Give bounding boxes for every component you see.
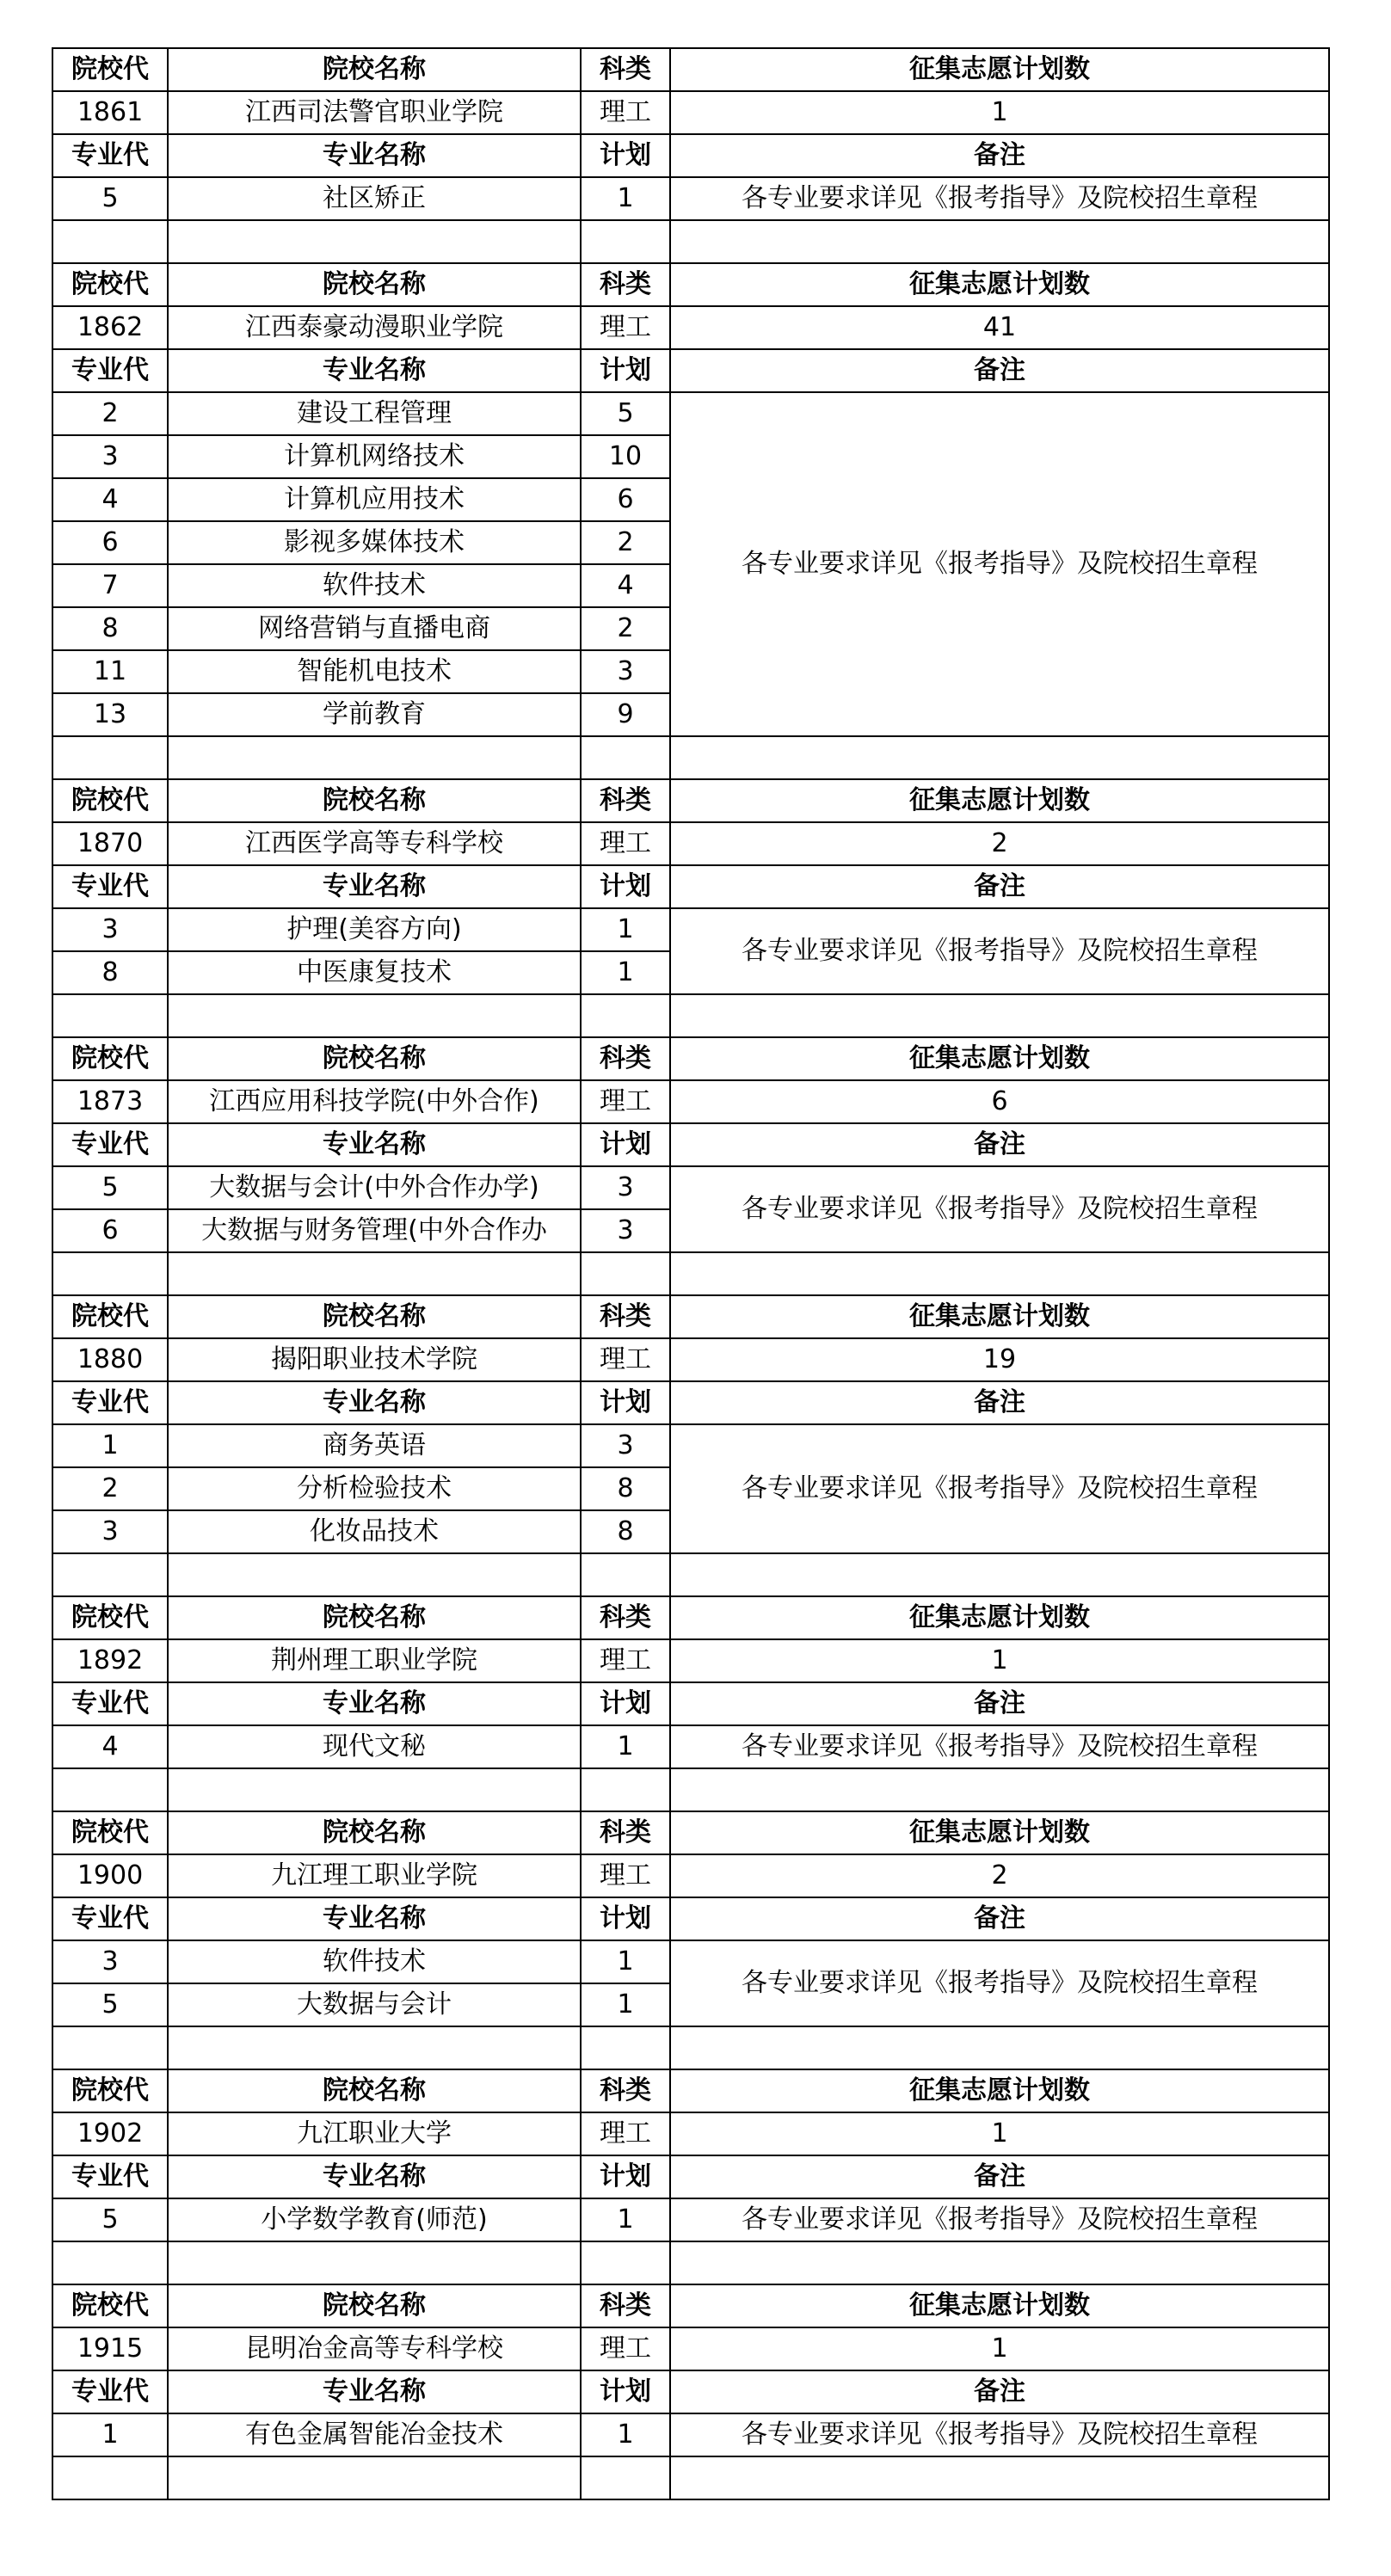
quota-header: 征集志愿计划数 bbox=[670, 2284, 1329, 2327]
major-header-row bbox=[52, 1682, 1329, 1725]
note-header: 备注 bbox=[670, 2370, 1329, 2413]
spacer-cell bbox=[581, 2026, 670, 2069]
spacer-cell bbox=[52, 2241, 168, 2284]
major-note: 各专业要求详见《报考指导》及院校招生章程 bbox=[670, 392, 1329, 736]
note-header: 备注 bbox=[670, 134, 1329, 177]
major-code-header: 专业代 bbox=[52, 2155, 168, 2198]
major-row bbox=[52, 177, 1329, 220]
category-header: 科类 bbox=[581, 1295, 670, 1338]
spacer-cell bbox=[670, 736, 1329, 779]
major-plan: 1 bbox=[581, 908, 670, 951]
school-category: 理工 bbox=[581, 306, 670, 349]
spacer-cell bbox=[670, 2456, 1329, 2499]
spacer-cell bbox=[581, 1553, 670, 1596]
school-header-row bbox=[52, 2069, 1329, 2112]
school-header-row bbox=[52, 1596, 1329, 1639]
school-quota: 1 bbox=[670, 1639, 1329, 1682]
major-plan: 1 bbox=[581, 1940, 670, 1983]
school-code: 1892 bbox=[52, 1639, 168, 1682]
major-note: 各专业要求详见《报考指导》及院校招生章程 bbox=[670, 908, 1329, 994]
spacer-cell bbox=[52, 220, 168, 263]
major-code-header: 专业代 bbox=[52, 1123, 168, 1166]
major-code: 8 bbox=[52, 951, 168, 994]
quota-header: 征集志愿计划数 bbox=[670, 1811, 1329, 1854]
school-name-header: 院校名称 bbox=[168, 2069, 581, 2112]
spacer-cell bbox=[52, 994, 168, 1037]
school-name: 江西司法警官职业学院 bbox=[168, 91, 581, 134]
major-name-header: 专业名称 bbox=[168, 865, 581, 908]
major-name: 建设工程管理 bbox=[168, 392, 581, 435]
spacer-cell bbox=[52, 736, 168, 779]
major-note: 各专业要求详见《报考指导》及院校招生章程 bbox=[670, 1940, 1329, 2026]
major-code: 4 bbox=[52, 478, 168, 521]
school-row bbox=[52, 91, 1329, 134]
spacer-row bbox=[52, 2241, 1329, 2284]
spacer-cell bbox=[52, 1768, 168, 1811]
major-plan: 3 bbox=[581, 650, 670, 693]
quota-header: 征集志愿计划数 bbox=[670, 779, 1329, 822]
note-header: 备注 bbox=[670, 1381, 1329, 1424]
major-code: 3 bbox=[52, 908, 168, 951]
school-code: 1870 bbox=[52, 822, 168, 865]
major-code: 11 bbox=[52, 650, 168, 693]
major-row bbox=[52, 2413, 1329, 2456]
plan-header: 计划 bbox=[581, 134, 670, 177]
major-note: 各专业要求详见《报考指导》及院校招生章程 bbox=[670, 1424, 1329, 1553]
school-quota: 2 bbox=[670, 1854, 1329, 1897]
school-name-header: 院校名称 bbox=[168, 48, 581, 91]
major-name-header: 专业名称 bbox=[168, 2370, 581, 2413]
school-header-row bbox=[52, 1811, 1329, 1854]
plan-header: 计划 bbox=[581, 2155, 670, 2198]
school-header-row bbox=[52, 48, 1329, 91]
major-code-header: 专业代 bbox=[52, 349, 168, 392]
spacer-cell bbox=[670, 1768, 1329, 1811]
plan-header: 计划 bbox=[581, 1897, 670, 1940]
spacer-cell bbox=[670, 1553, 1329, 1596]
major-header-row bbox=[52, 349, 1329, 392]
major-code: 1 bbox=[52, 1424, 168, 1467]
major-plan: 2 bbox=[581, 607, 670, 650]
major-code: 5 bbox=[52, 177, 168, 220]
major-plan: 3 bbox=[581, 1424, 670, 1467]
spacer-cell bbox=[670, 2026, 1329, 2069]
major-name: 软件技术 bbox=[168, 564, 581, 607]
major-row bbox=[52, 392, 1329, 435]
spacer-cell bbox=[581, 1252, 670, 1295]
major-code: 3 bbox=[52, 1510, 168, 1553]
school-header-row bbox=[52, 779, 1329, 822]
school-name: 揭阳职业技术学院 bbox=[168, 1338, 581, 1381]
school-quota: 1 bbox=[670, 2112, 1329, 2155]
spacer-cell bbox=[168, 2241, 581, 2284]
school-row bbox=[52, 2327, 1329, 2370]
school-code-header: 院校代 bbox=[52, 1295, 168, 1338]
plan-header: 计划 bbox=[581, 1123, 670, 1166]
spacer-cell bbox=[670, 2241, 1329, 2284]
spacer-cell bbox=[168, 220, 581, 263]
school-category: 理工 bbox=[581, 91, 670, 134]
school-category: 理工 bbox=[581, 1854, 670, 1897]
major-code-header: 专业代 bbox=[52, 865, 168, 908]
plan-header: 计划 bbox=[581, 2370, 670, 2413]
major-code: 7 bbox=[52, 564, 168, 607]
major-header-row bbox=[52, 2155, 1329, 2198]
school-code-header: 院校代 bbox=[52, 2069, 168, 2112]
school-name: 江西医学高等专科学校 bbox=[168, 822, 581, 865]
major-code: 5 bbox=[52, 1983, 168, 2026]
major-plan: 1 bbox=[581, 2413, 670, 2456]
major-name: 大数据与财务管理(中外合作办 bbox=[168, 1209, 581, 1252]
spacer-cell bbox=[581, 994, 670, 1037]
major-plan: 8 bbox=[581, 1467, 670, 1510]
note-header: 备注 bbox=[670, 349, 1329, 392]
spacer-cell bbox=[670, 220, 1329, 263]
note-header: 备注 bbox=[670, 865, 1329, 908]
spacer-cell bbox=[168, 2456, 581, 2499]
spacer-row bbox=[52, 220, 1329, 263]
spacer-cell bbox=[168, 994, 581, 1037]
school-code: 1900 bbox=[52, 1854, 168, 1897]
major-row bbox=[52, 1166, 1329, 1209]
major-code: 8 bbox=[52, 607, 168, 650]
school-quota: 1 bbox=[670, 91, 1329, 134]
major-name: 计算机网络技术 bbox=[168, 435, 581, 478]
major-note: 各专业要求详见《报考指导》及院校招生章程 bbox=[670, 2413, 1329, 2456]
major-row bbox=[52, 1940, 1329, 1983]
school-row bbox=[52, 1639, 1329, 1682]
major-code: 3 bbox=[52, 1940, 168, 1983]
major-name-header: 专业名称 bbox=[168, 349, 581, 392]
school-code: 1862 bbox=[52, 306, 168, 349]
major-plan: 1 bbox=[581, 1725, 670, 1768]
major-plan: 6 bbox=[581, 478, 670, 521]
major-code-header: 专业代 bbox=[52, 1897, 168, 1940]
school-category: 理工 bbox=[581, 2327, 670, 2370]
spacer-cell bbox=[52, 1553, 168, 1596]
major-header-row bbox=[52, 2370, 1329, 2413]
major-plan: 2 bbox=[581, 521, 670, 564]
major-plan: 9 bbox=[581, 693, 670, 736]
spacer-cell bbox=[168, 736, 581, 779]
school-header-row bbox=[52, 2284, 1329, 2327]
category-header: 科类 bbox=[581, 1596, 670, 1639]
school-header-row bbox=[52, 1037, 1329, 1080]
plan-header: 计划 bbox=[581, 1381, 670, 1424]
spacer-cell bbox=[581, 1768, 670, 1811]
quota-header: 征集志愿计划数 bbox=[670, 2069, 1329, 2112]
school-row bbox=[52, 1854, 1329, 1897]
school-code-header: 院校代 bbox=[52, 779, 168, 822]
major-name: 网络营销与直播电商 bbox=[168, 607, 581, 650]
school-name-header: 院校名称 bbox=[168, 779, 581, 822]
note-header: 备注 bbox=[670, 1682, 1329, 1725]
major-name: 软件技术 bbox=[168, 1940, 581, 1983]
major-name: 现代文秘 bbox=[168, 1725, 581, 1768]
spacer-row bbox=[52, 1252, 1329, 1295]
school-code-header: 院校代 bbox=[52, 48, 168, 91]
school-name-header: 院校名称 bbox=[168, 1037, 581, 1080]
school-category: 理工 bbox=[581, 1080, 670, 1123]
spacer-row bbox=[52, 994, 1329, 1037]
major-plan: 1 bbox=[581, 2198, 670, 2241]
major-code-header: 专业代 bbox=[52, 134, 168, 177]
major-plan: 1 bbox=[581, 177, 670, 220]
school-category: 理工 bbox=[581, 2112, 670, 2155]
school-name-header: 院校名称 bbox=[168, 1811, 581, 1854]
major-name: 中医康复技术 bbox=[168, 951, 581, 994]
quota-header: 征集志愿计划数 bbox=[670, 48, 1329, 91]
spacer-cell bbox=[168, 1768, 581, 1811]
major-header-row bbox=[52, 1897, 1329, 1940]
school-code-header: 院校代 bbox=[52, 263, 168, 306]
school-name-header: 院校名称 bbox=[168, 1295, 581, 1338]
category-header: 科类 bbox=[581, 2284, 670, 2327]
major-note: 各专业要求详见《报考指导》及院校招生章程 bbox=[670, 2198, 1329, 2241]
quota-header: 征集志愿计划数 bbox=[670, 1037, 1329, 1080]
category-header: 科类 bbox=[581, 263, 670, 306]
school-code-header: 院校代 bbox=[52, 1037, 168, 1080]
major-name: 分析检验技术 bbox=[168, 1467, 581, 1510]
school-name-header: 院校名称 bbox=[168, 2284, 581, 2327]
major-code: 5 bbox=[52, 1166, 168, 1209]
major-row bbox=[52, 908, 1329, 951]
major-name: 有色金属智能冶金技术 bbox=[168, 2413, 581, 2456]
spacer-cell bbox=[168, 1553, 581, 1596]
major-name: 影视多媒体技术 bbox=[168, 521, 581, 564]
major-plan: 1 bbox=[581, 951, 670, 994]
major-name: 计算机应用技术 bbox=[168, 478, 581, 521]
major-plan: 1 bbox=[581, 1983, 670, 2026]
school-name-header: 院校名称 bbox=[168, 1596, 581, 1639]
note-header: 备注 bbox=[670, 1897, 1329, 1940]
major-code: 13 bbox=[52, 693, 168, 736]
spacer-cell bbox=[52, 2026, 168, 2069]
major-code: 5 bbox=[52, 2198, 168, 2241]
school-code-header: 院校代 bbox=[52, 1596, 168, 1639]
quota-header: 征集志愿计划数 bbox=[670, 263, 1329, 306]
school-quota: 6 bbox=[670, 1080, 1329, 1123]
school-quota: 2 bbox=[670, 822, 1329, 865]
category-header: 科类 bbox=[581, 779, 670, 822]
spacer-cell bbox=[581, 736, 670, 779]
plan-header: 计划 bbox=[581, 1682, 670, 1725]
school-header-row bbox=[52, 263, 1329, 306]
major-code: 6 bbox=[52, 1209, 168, 1252]
major-plan: 10 bbox=[581, 435, 670, 478]
major-name: 化妆品技术 bbox=[168, 1510, 581, 1553]
major-plan: 4 bbox=[581, 564, 670, 607]
school-category: 理工 bbox=[581, 1639, 670, 1682]
admission-table bbox=[52, 47, 1330, 2500]
school-row bbox=[52, 1338, 1329, 1381]
school-code: 1915 bbox=[52, 2327, 168, 2370]
major-plan: 5 bbox=[581, 392, 670, 435]
school-header-row bbox=[52, 1295, 1329, 1338]
note-header: 备注 bbox=[670, 1123, 1329, 1166]
major-code: 1 bbox=[52, 2413, 168, 2456]
spacer-cell bbox=[168, 1252, 581, 1295]
note-header: 备注 bbox=[670, 2155, 1329, 2198]
major-row bbox=[52, 1725, 1329, 1768]
plan-header: 计划 bbox=[581, 349, 670, 392]
major-code-header: 专业代 bbox=[52, 1381, 168, 1424]
school-name-header: 院校名称 bbox=[168, 263, 581, 306]
quota-header: 征集志愿计划数 bbox=[670, 1596, 1329, 1639]
major-header-row bbox=[52, 865, 1329, 908]
spacer-row bbox=[52, 2456, 1329, 2499]
category-header: 科类 bbox=[581, 1811, 670, 1854]
major-code: 6 bbox=[52, 521, 168, 564]
school-code-header: 院校代 bbox=[52, 1811, 168, 1854]
major-note: 各专业要求详见《报考指导》及院校招生章程 bbox=[670, 177, 1329, 220]
major-name: 社区矫正 bbox=[168, 177, 581, 220]
category-header: 科类 bbox=[581, 48, 670, 91]
major-note: 各专业要求详见《报考指导》及院校招生章程 bbox=[670, 1725, 1329, 1768]
school-row bbox=[52, 1080, 1329, 1123]
major-name: 大数据与会计 bbox=[168, 1983, 581, 2026]
school-name: 江西泰豪动漫职业学院 bbox=[168, 306, 581, 349]
school-code-header: 院校代 bbox=[52, 2284, 168, 2327]
school-code: 1902 bbox=[52, 2112, 168, 2155]
school-category: 理工 bbox=[581, 822, 670, 865]
major-note: 各专业要求详见《报考指导》及院校招生章程 bbox=[670, 1166, 1329, 1252]
spacer-cell bbox=[581, 2456, 670, 2499]
major-name-header: 专业名称 bbox=[168, 134, 581, 177]
spacer-row bbox=[52, 2026, 1329, 2069]
major-name: 智能机电技术 bbox=[168, 650, 581, 693]
school-name: 江西应用科技学院(中外合作) bbox=[168, 1080, 581, 1123]
major-code: 2 bbox=[52, 392, 168, 435]
major-header-row bbox=[52, 134, 1329, 177]
spacer-row bbox=[52, 1768, 1329, 1811]
major-name-header: 专业名称 bbox=[168, 1897, 581, 1940]
major-name-header: 专业名称 bbox=[168, 1682, 581, 1725]
school-name: 荆州理工职业学院 bbox=[168, 1639, 581, 1682]
school-category: 理工 bbox=[581, 1338, 670, 1381]
school-row bbox=[52, 822, 1329, 865]
spacer-cell bbox=[670, 994, 1329, 1037]
spacer-row bbox=[52, 1553, 1329, 1596]
major-code: 3 bbox=[52, 435, 168, 478]
spacer-row bbox=[52, 736, 1329, 779]
school-code: 1880 bbox=[52, 1338, 168, 1381]
major-name-header: 专业名称 bbox=[168, 2155, 581, 2198]
major-row bbox=[52, 1424, 1329, 1467]
school-row bbox=[52, 2112, 1329, 2155]
school-quota: 1 bbox=[670, 2327, 1329, 2370]
major-plan: 3 bbox=[581, 1166, 670, 1209]
school-code: 1861 bbox=[52, 91, 168, 134]
major-code-header: 专业代 bbox=[52, 2370, 168, 2413]
spacer-cell bbox=[581, 2241, 670, 2284]
major-name: 护理(美容方向) bbox=[168, 908, 581, 951]
spacer-cell bbox=[581, 220, 670, 263]
quota-header: 征集志愿计划数 bbox=[670, 1295, 1329, 1338]
plan-header: 计划 bbox=[581, 865, 670, 908]
spacer-cell bbox=[670, 1252, 1329, 1295]
major-header-row bbox=[52, 1123, 1329, 1166]
major-name-header: 专业名称 bbox=[168, 1123, 581, 1166]
major-name-header: 专业名称 bbox=[168, 1381, 581, 1424]
school-quota: 19 bbox=[670, 1338, 1329, 1381]
major-code: 2 bbox=[52, 1467, 168, 1510]
school-name: 九江职业大学 bbox=[168, 2112, 581, 2155]
spacer-cell bbox=[52, 1252, 168, 1295]
category-header: 科类 bbox=[581, 2069, 670, 2112]
major-plan: 3 bbox=[581, 1209, 670, 1252]
school-name: 昆明冶金高等专科学校 bbox=[168, 2327, 581, 2370]
school-code: 1873 bbox=[52, 1080, 168, 1123]
major-name: 学前教育 bbox=[168, 693, 581, 736]
major-header-row bbox=[52, 1381, 1329, 1424]
school-quota: 41 bbox=[670, 306, 1329, 349]
category-header: 科类 bbox=[581, 1037, 670, 1080]
major-code-header: 专业代 bbox=[52, 1682, 168, 1725]
major-row bbox=[52, 2198, 1329, 2241]
major-name: 大数据与会计(中外合作办学) bbox=[168, 1166, 581, 1209]
school-row bbox=[52, 306, 1329, 349]
spacer-cell bbox=[168, 2026, 581, 2069]
spacer-cell bbox=[52, 2456, 168, 2499]
major-code: 4 bbox=[52, 1725, 168, 1768]
major-name: 小学数学教育(师范) bbox=[168, 2198, 581, 2241]
school-name: 九江理工职业学院 bbox=[168, 1854, 581, 1897]
major-plan: 8 bbox=[581, 1510, 670, 1553]
major-name: 商务英语 bbox=[168, 1424, 581, 1467]
